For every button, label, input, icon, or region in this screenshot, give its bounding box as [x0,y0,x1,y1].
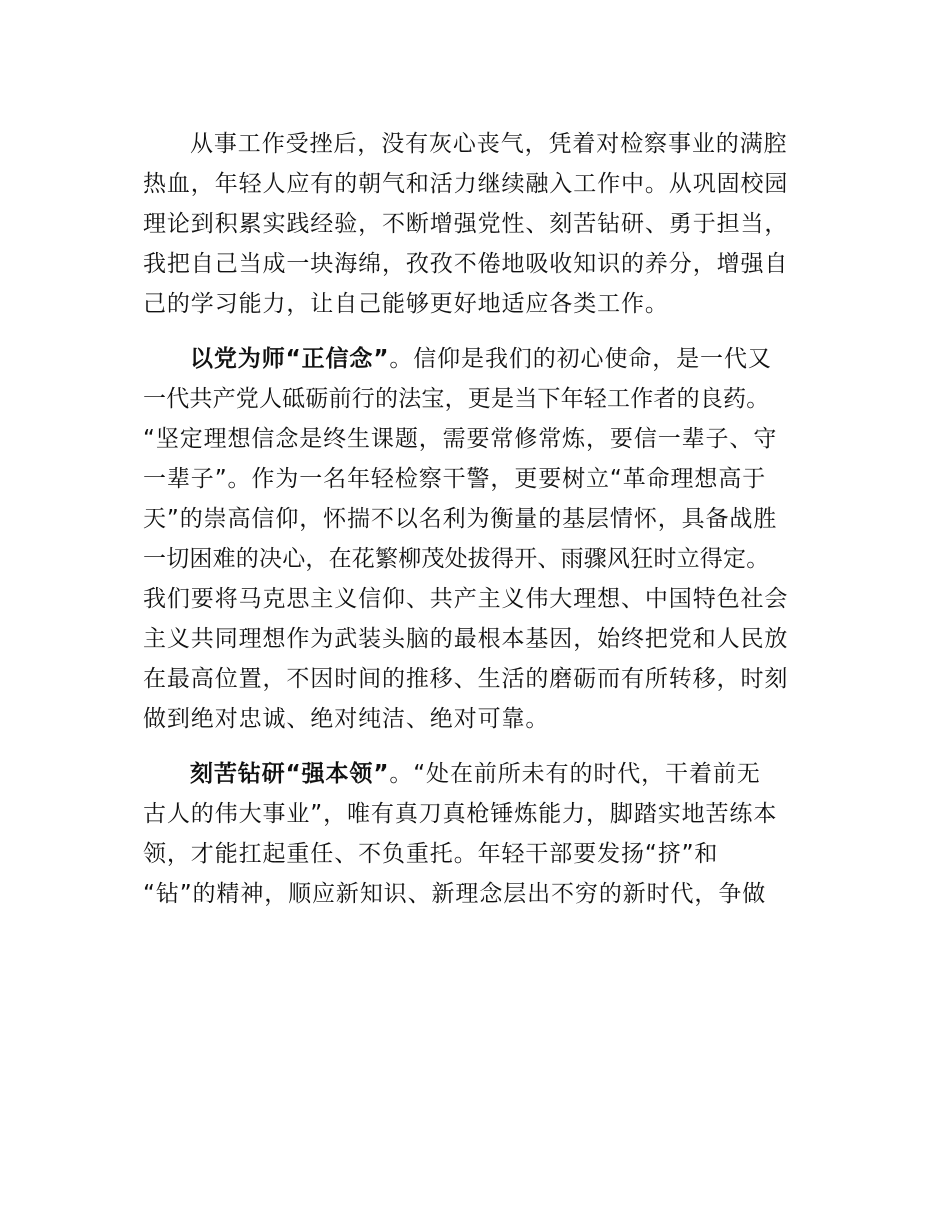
paragraph-line: 做到绝对忠诚、绝对纯洁、绝对可靠。 [143,706,550,732]
paragraph-text: 。“处在前所未有的时代，干着前无 [389,761,761,787]
paragraph-line: 我们要将马克思主义信仰、共产主义伟大理想、中国特色社会 [143,586,789,612]
paragraph-first-line [143,754,813,794]
paragraph-line: 主义共同理想作为武装头脑的最根本基因，始终把党和人民放 [143,626,789,652]
paragraph-line: 热血，年轻人应有的朝气和活力继续融入工作中。从巩固校园 [143,171,789,197]
paragraph-line: 理论到积累实践经验，不断增强党性、刻苦钻研、勇于担当， [143,211,789,237]
paragraph-line: 天”的崇高信仰，怀揣不以名利为衡量的基层情怀，具备战胜 [143,506,778,532]
paragraph-3 [143,754,813,914]
paragraph-line: “钻”的精神，顺应新知识、新理念层出不穷的新时代，争做 [143,881,767,907]
section-heading: 刻苦钻研“强本领” [190,761,390,787]
paragraph-line: 己的学习能力，让自己能够更好地适应各类工作。 [143,291,669,317]
paragraph-2 [143,339,813,739]
paragraph-line: 一切困难的决心，在花繁柳茂处拔得开、雨骤风狂时立得定。 [143,546,770,572]
document-body [143,124,813,914]
paragraph-first-line [143,339,813,379]
paragraph-line: “坚定理想信念是终生课题，需要常修常炼，要信一辈子、守 [143,426,778,452]
paragraph-text: 。信仰是我们的初心使命，是一代又 [389,346,772,372]
paragraph-line: 在最高位置，不因时间的推移、生活的磨砺而有所转移，时刻 [143,666,789,692]
paragraph-1 [143,124,813,324]
paragraph-line: 一辈子”。作为一名年轻检察干警，更要树立“革命理想高于 [143,466,767,492]
paragraph-line: 领，才能扛起重任、不负重托。年轻干部要发扬“挤”和 [143,841,719,867]
paragraph-line: 从事工作受挫后，没有灰心丧气，凭着对检察事业的满腔 [190,131,788,157]
paragraph-line: 我把自己当成一块海绵，孜孜不倦地吸收知识的养分，增强自 [143,251,789,277]
section-heading: 以党为师“正信念” [190,346,390,372]
paragraph-line: 一代共产党人砥砺前行的法宝，更是当下年轻工作者的良药。 [143,386,770,412]
paragraph-line: 古人的伟大事业”，唯有真刀真枪锤炼能力，脚踏实地苦练本 [143,801,778,827]
